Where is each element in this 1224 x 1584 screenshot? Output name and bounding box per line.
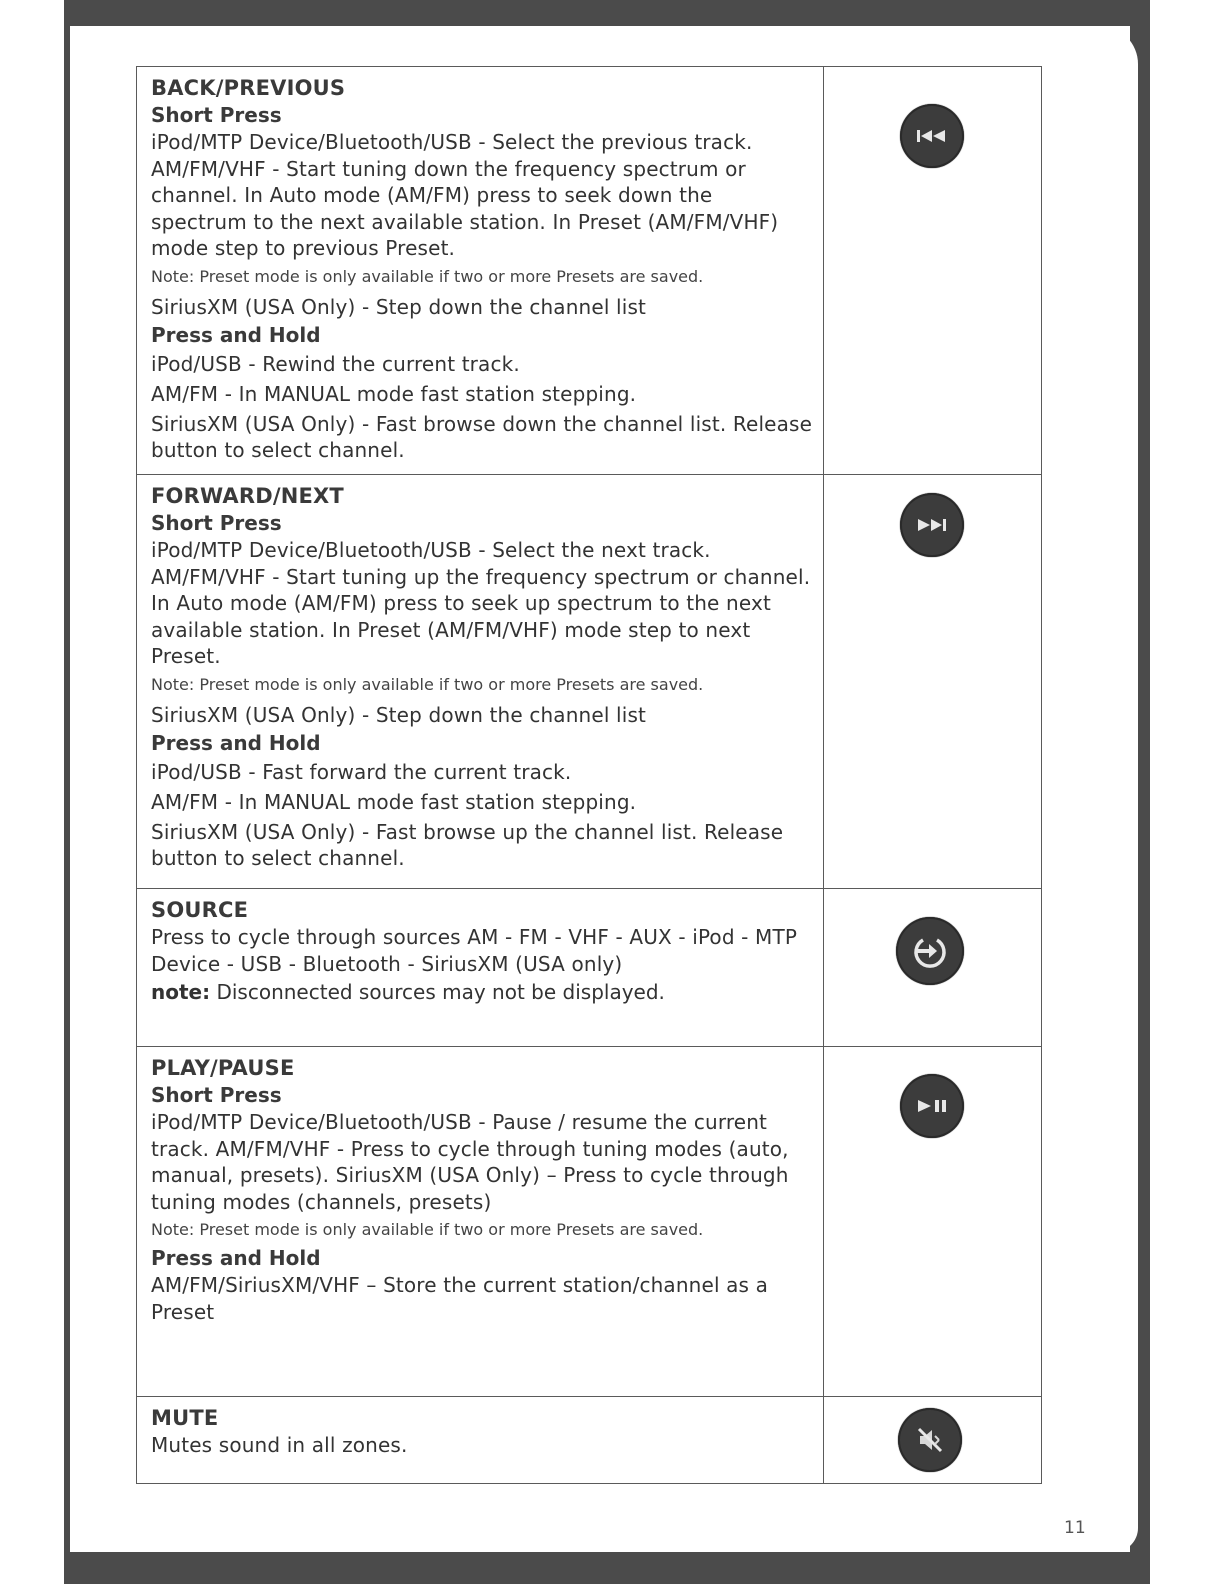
source-icon (896, 917, 964, 985)
table-row (137, 67, 1042, 475)
table-row (137, 475, 1042, 889)
play-pause-icon (900, 1074, 964, 1138)
row-heading: BACK/PREVIOUS (151, 76, 346, 100)
row-icon-cell (823, 889, 1041, 1047)
siriusxm-short-press: SiriusXM (USA Only) - Step down the channel list (151, 702, 647, 727)
row-description (137, 475, 824, 889)
note-text: Disconnected sources may not be displayed. (216, 980, 665, 1004)
row-icon-cell (823, 1047, 1041, 1397)
hold-text: AM/FM/SiriusXM/VHF – Store the current station/channel as a Preset (151, 1273, 769, 1324)
scan-frame-bottom (64, 1552, 1150, 1584)
table-row (137, 1047, 1042, 1397)
hold-line: AM/FM - In MANUAL mode fast station stepping. (151, 381, 637, 406)
short-press-label: Short Press (151, 1083, 282, 1107)
mute-icon (898, 1408, 962, 1472)
row-description (137, 889, 824, 1047)
short-press-text: iPod/MTP Device/Bluetooth/USB - Pause / resume the current track. AM/FM/VHF - Press to cycle through tuning modes (auto, manual, presets). SiriusXM (USA Only) – Press to cycle through tuning modes (channels, presets) (151, 1110, 789, 1214)
row-icon-cell (823, 475, 1041, 889)
row-heading: FORWARD/NEXT (151, 484, 344, 508)
hold-line: SiriusXM (USA Only) - Fast browse up the channel list. Release button to select channel. (151, 819, 784, 870)
mute-text: Mutes sound in all zones. (151, 1433, 408, 1457)
source-note (151, 977, 813, 1007)
siriusxm-short-press: SiriusXM (USA Only) - Step down the channel list (151, 294, 647, 319)
preset-note: Note: Preset mode is only available if two or more Presets are saved. (151, 266, 704, 286)
row-description (137, 67, 824, 475)
table-row (137, 1397, 1042, 1484)
scan-frame-top (64, 0, 1150, 26)
hold-line: SiriusXM (USA Only) - Fast browse down the channel list. Release button to select channel. (151, 411, 813, 462)
short-press-text: iPod/MTP Device/Bluetooth/USB - Select the previous track. AM/FM/VHF - Start tuning down the frequency spectrum or channel. In Auto mode (AM/FM) press to seek down the spectrum to the next available station. In Preset (AM/FM/VHF) mode step to previous Preset. (151, 130, 779, 260)
row-description (137, 1397, 824, 1484)
short-press-text: iPod/MTP Device/Bluetooth/USB - Select the next track. AM/FM/VHF - Start tuning up the frequency spectrum or channel. In Auto mode (AM/FM) press to seek up spectrum to the next available station. In Preset (AM/FM/VHF) mode step to next Preset. (151, 538, 811, 668)
row-heading: PLAY/PAUSE (151, 1056, 295, 1080)
press-hold-label: Press and Hold (151, 322, 321, 347)
table-row (137, 889, 1042, 1047)
page-number: 11 (1064, 1518, 1086, 1538)
source-text: Press to cycle through sources AM - FM - VHF - AUX - iPod - MTP Device - USB - Bluetooth - SiriusXM (USA only) (151, 925, 798, 976)
short-press-label: Short Press (151, 511, 282, 535)
page-margin-left (0, 0, 64, 1584)
row-icon-cell (823, 1397, 1041, 1484)
press-hold-label: Press and Hold (151, 730, 321, 755)
controls-table (136, 66, 1042, 1484)
note-label: note: (151, 980, 211, 1004)
preset-note: Note: Preset mode is only available if two or more Presets are saved. (151, 674, 704, 694)
previous-track-icon (900, 104, 964, 168)
row-heading: MUTE (151, 1406, 219, 1430)
row-heading: SOURCE (151, 898, 249, 922)
short-press-label: Short Press (151, 103, 282, 127)
hold-line: iPod/USB - Rewind the current track. (151, 351, 520, 376)
next-track-icon (900, 493, 964, 557)
row-description (137, 1047, 824, 1397)
row-icon-cell (823, 67, 1041, 475)
press-hold-label: Press and Hold (151, 1246, 321, 1270)
preset-note: Note: Preset mode is only available if two or more Presets are saved. (151, 1220, 704, 1239)
hold-line: iPod/USB - Fast forward the current track. (151, 759, 572, 784)
hold-line: AM/FM - In MANUAL mode fast station stepping. (151, 789, 637, 814)
